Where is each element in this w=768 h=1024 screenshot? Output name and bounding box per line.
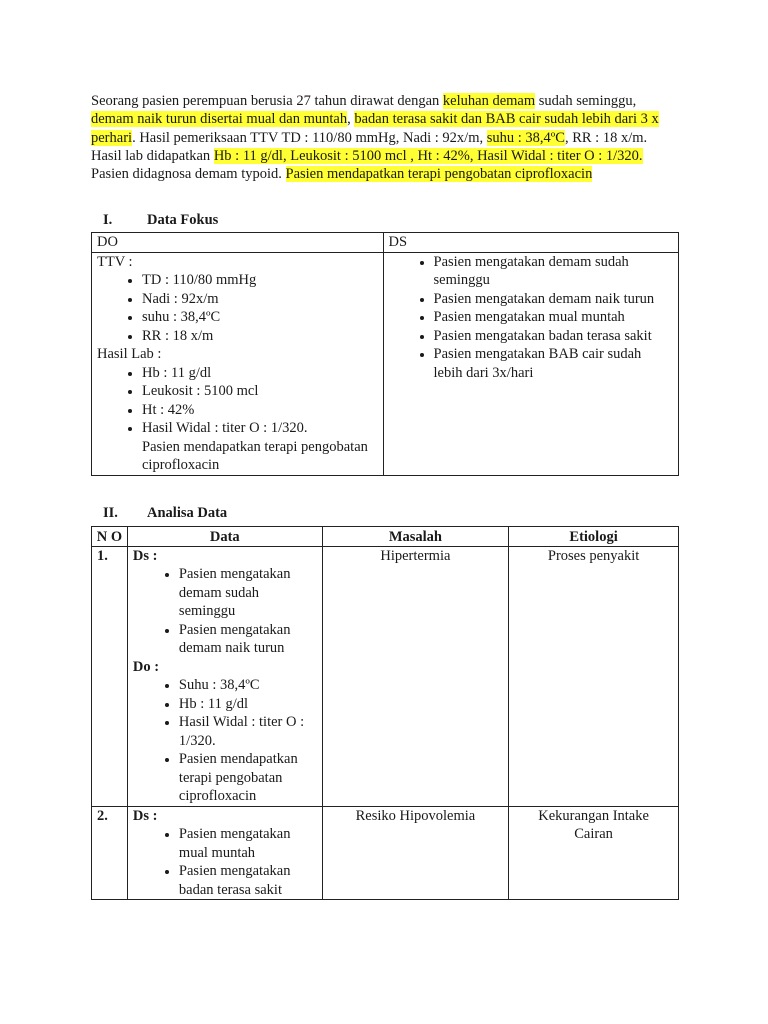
list-item: • Suhu : 38,4ºC <box>179 676 317 695</box>
document-page <box>91 92 679 900</box>
ds-label: Ds : <box>132 807 158 824</box>
list-item <box>142 419 378 475</box>
header-etiologi: Etiologi <box>509 526 679 546</box>
header-ds: DS <box>383 233 678 253</box>
body-text: Seorang pasien perempuan berusia 27 tahun dirawat dengan <box>91 93 443 109</box>
list-item-text: Hasil Widal : titer O : 1/320. <box>142 420 308 437</box>
lab-label: Hasil Lab : <box>97 346 162 363</box>
section-number: I. <box>103 212 113 229</box>
ds-label: Ds : <box>132 547 158 564</box>
do-list <box>133 676 317 806</box>
ds-cell <box>383 252 678 475</box>
lab-list <box>97 364 378 475</box>
list-item: • Pasien mengatakan demam sudah seminggu <box>434 253 673 290</box>
ttv-list <box>97 271 378 345</box>
highlighted-text: Pasien mendapatkan terapi pengobatan ciprofloxacin <box>285 166 593 183</box>
list-item: • Hb : 11 g/dl <box>142 364 378 383</box>
etiologi-cell: Proses penyakit <box>509 546 679 806</box>
highlighted-text: badan terasa sakit dan BAB cair sudah lebih dari 3 x perhari <box>91 111 659 146</box>
row-number: 2. <box>92 806 128 900</box>
list-item: • Ht : 42% <box>142 401 378 420</box>
list-item: • Leukosit : 5100 mcl <box>142 382 378 401</box>
masalah-cell: Resiko Hipovolemia <box>322 806 509 900</box>
list-item: • Pasien mengatakan mual muntah <box>179 825 317 862</box>
body-text: . Hasil pemeriksaan TTV TD : 110/80 mmHg, Nadi : 92x/m, <box>132 129 487 146</box>
section-heading-data-fokus <box>91 211 679 229</box>
masalah-cell: Hipertermia <box>322 546 509 806</box>
list-item: • suhu : 38,4ºC <box>142 308 378 327</box>
body-text: sudah seminggu, <box>535 93 637 109</box>
data-fokus-table <box>91 232 679 476</box>
header-data: Data <box>127 526 322 546</box>
list-item: • Hb : 11 g/dl <box>179 695 317 714</box>
etiologi-cell: Kekurangan Intake Cairan <box>509 806 679 900</box>
body-text: Pasien didagnosa demam typoid. <box>91 166 286 183</box>
list-item: • TD : 110/80 mmHg <box>142 271 378 290</box>
header-do: DO <box>92 233 384 253</box>
section-heading-analisa-data <box>91 504 679 522</box>
case-description <box>91 92 679 183</box>
ds-list <box>389 253 673 383</box>
section-title: Data Fokus <box>147 212 219 229</box>
highlighted-text: keluhan demam <box>442 93 536 109</box>
section-title: Analisa Data <box>147 504 228 521</box>
highlighted-text: Hb : 11 g/dl, Leukosit : 5100 mcl , Ht : 42%, Hasil Widal : titer O : 1/320. <box>213 147 643 164</box>
table-header-row <box>92 526 679 546</box>
table-row <box>92 806 679 900</box>
ds-list <box>133 565 317 658</box>
list-item: • Pasien mengatakan demam naik turun <box>434 290 673 309</box>
list-item: • Pasien mengatakan mual muntah <box>434 308 673 327</box>
do-cell <box>92 252 384 475</box>
list-item: • Pasien mengatakan badan terasa sakit <box>179 862 317 899</box>
table-row <box>92 252 679 475</box>
list-item: • Pasien mengatakan demam sudah seminggu <box>179 565 317 621</box>
list-item: • Hasil Widal : titer O : 1/320. <box>179 713 317 750</box>
analisa-data-table <box>91 526 679 901</box>
ttv-label: TTV : <box>97 253 133 270</box>
ds-list <box>133 825 317 899</box>
list-item: • Pasien mengatakan BAB cair sudah lebih dari 3x/hari <box>434 345 673 382</box>
row-number: 1. <box>92 546 128 806</box>
list-item: • Nadi : 92x/m <box>142 290 378 309</box>
section-number: II. <box>103 504 118 521</box>
body-text: , RR : 18 x/m. Hasil lab didapatkan <box>91 129 648 164</box>
header-masalah: Masalah <box>322 526 509 546</box>
do-label: Do : <box>132 658 160 675</box>
list-item-text: Pasien mendapatkan terapi pengobatan ciprofloxacin <box>142 438 368 474</box>
data-cell <box>127 546 322 806</box>
list-item: • Pasien mendapatkan terapi pengobatan ciprofloxacin <box>179 750 317 806</box>
table-row <box>92 546 679 806</box>
list-item: • RR : 18 x/m <box>142 327 378 346</box>
list-item: • Pasien mengatakan badan terasa sakit <box>434 327 673 346</box>
highlighted-text: suhu : 38,4ºC <box>486 129 565 146</box>
list-item: • Pasien mengatakan demam naik turun <box>179 621 317 658</box>
data-cell <box>127 806 322 900</box>
body-text: , <box>347 111 355 128</box>
table-header-row <box>92 233 679 253</box>
highlighted-text: demam naik turun disertai mual dan muntah <box>91 111 348 128</box>
header-no: N O <box>92 526 128 546</box>
